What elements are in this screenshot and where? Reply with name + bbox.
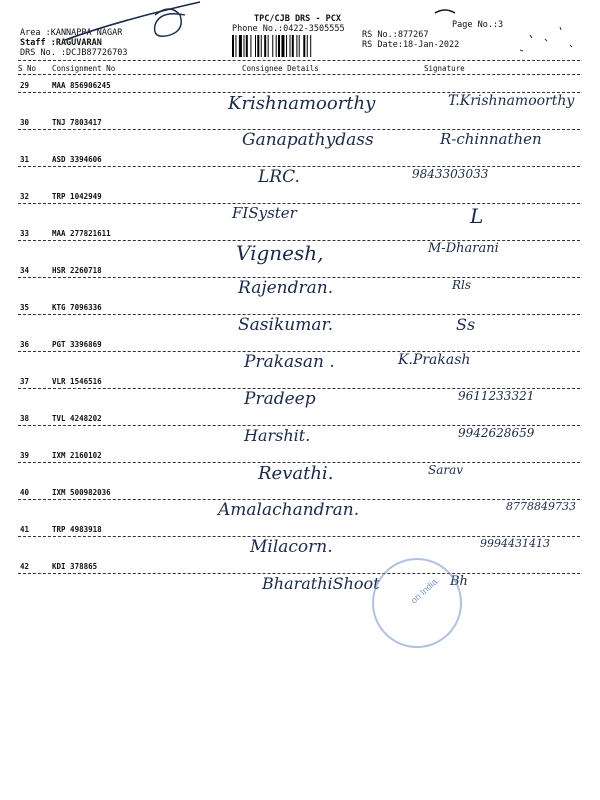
row-consignment-number: PGT 3396869 <box>52 340 102 349</box>
row-serial-number: 29 <box>20 81 30 90</box>
row-consignee-name: Sasikumar. <box>238 315 334 335</box>
row-separator <box>18 166 580 167</box>
phone-number: Phone No.:0422-3505555 <box>232 24 345 34</box>
row-consignee-name: LRC. <box>258 167 300 187</box>
header-center-block <box>232 14 345 34</box>
row-serial-number: 31 <box>20 155 30 164</box>
header-rule-top <box>18 60 580 61</box>
row-separator <box>18 388 580 389</box>
col-sno-header: S No <box>18 64 37 73</box>
row-serial-number: 41 <box>20 525 30 534</box>
row-consignment-number: HSR 2260718 <box>52 266 102 275</box>
row-serial-number: 35 <box>20 303 30 312</box>
header-rule-bottom <box>18 74 580 75</box>
row-consignee-name: Vignesh, <box>236 241 324 265</box>
row-separator <box>18 425 580 426</box>
row-signature: 9611233321 <box>458 389 535 403</box>
staff-label: Staff :RAGUVARAN <box>20 38 102 48</box>
page-number: Page No.:3 <box>452 20 504 30</box>
row-separator <box>18 129 580 130</box>
row-signature: Ss <box>456 315 476 334</box>
row-separator <box>18 92 580 93</box>
row-signature: Bh <box>450 574 468 589</box>
row-serial-number: 36 <box>20 340 30 349</box>
row-separator <box>18 573 580 574</box>
row-separator <box>18 203 580 204</box>
row-consignment-number: KTG 7096336 <box>52 303 102 312</box>
row-signature: K.Prakash <box>398 352 471 368</box>
row-signature: 8778849733 <box>506 500 576 513</box>
row-consignment-number: TRP 4983918 <box>52 525 102 534</box>
row-separator <box>18 314 580 315</box>
drs-number: DRS No. :DCJB87726703 <box>20 48 128 58</box>
row-separator <box>18 462 580 463</box>
row-consignment-number: TNJ 7803417 <box>52 118 102 127</box>
barcode-image <box>230 35 360 57</box>
row-separator <box>18 499 580 500</box>
row-serial-number: 38 <box>20 414 30 423</box>
row-consignee-name: Ganapathydass <box>242 130 374 150</box>
row-consignee-name: Prakasan . <box>244 352 335 372</box>
row-consignment-number: MAA 856906245 <box>52 81 111 90</box>
row-consignment-number: ASD 3394606 <box>52 155 102 164</box>
rs-date: RS Date:18-Jan-2022 <box>362 40 460 50</box>
row-consignee-name: Pradeep <box>244 389 316 409</box>
row-signature: Sarav <box>428 463 464 477</box>
row-signature: 9942628659 <box>458 426 535 440</box>
col-signature-header: Signature <box>424 64 465 73</box>
row-separator <box>18 351 580 352</box>
row-separator <box>18 536 580 537</box>
row-serial-number: 39 <box>20 451 30 460</box>
row-consignment-number: IXM 500982036 <box>52 488 111 497</box>
row-serial-number: 33 <box>20 229 30 238</box>
row-signature: L <box>470 204 484 228</box>
row-signature: T.Krishnamoorthy <box>448 93 575 109</box>
row-consignee-name: Amalachandran. <box>218 500 360 520</box>
rs-number: RS No.:877267 <box>362 30 429 40</box>
row-signature: Rls <box>452 278 472 292</box>
area-label: Area :KANNAPPA NAGAR <box>20 28 123 38</box>
row-serial-number: 30 <box>20 118 30 127</box>
top-right-marks <box>430 5 590 65</box>
row-consignee-name: Rajendran. <box>238 278 334 298</box>
row-signature: 9994431413 <box>480 537 550 550</box>
row-consignee-name: BharathiShoot <box>262 574 380 593</box>
row-consignee-name: Milacorn. <box>250 537 333 557</box>
row-consignee-name: Krishnamoorthy <box>228 93 376 114</box>
row-serial-number: 34 <box>20 266 30 275</box>
row-separator <box>18 240 580 241</box>
col-consignee-header: Consignee Details <box>242 64 319 73</box>
row-serial-number: 37 <box>20 377 30 386</box>
stamp-text: on India <box>408 576 440 606</box>
col-consignment-header: Consignment No <box>52 64 116 73</box>
row-signature: R-chinnathen <box>440 130 542 148</box>
row-consignment-number: TVL 4248202 <box>52 414 102 423</box>
row-consignment-number: MAA 277821611 <box>52 229 111 238</box>
row-serial-number: 42 <box>20 562 30 571</box>
row-consignment-number: IXM 2160102 <box>52 451 102 460</box>
row-consignee-name: Harshit. <box>244 426 311 445</box>
row-serial-number: 40 <box>20 488 30 497</box>
row-consignment-number: TRP 1042949 <box>52 192 102 201</box>
row-serial-number: 32 <box>20 192 30 201</box>
top-left-scribble <box>60 0 210 50</box>
row-separator <box>18 277 580 278</box>
row-signature: 9843303033 <box>412 167 489 181</box>
row-consignment-number: VLR 1546516 <box>52 377 102 386</box>
row-consignment-number: KDI 378865 <box>52 562 98 571</box>
row-consignee-name: FISyster <box>232 204 297 222</box>
row-consignee-name: Revathi. <box>258 463 334 484</box>
document-title: TPC/CJB DRS - PCX <box>254 14 341 24</box>
row-signature: M-Dharani <box>428 241 499 256</box>
